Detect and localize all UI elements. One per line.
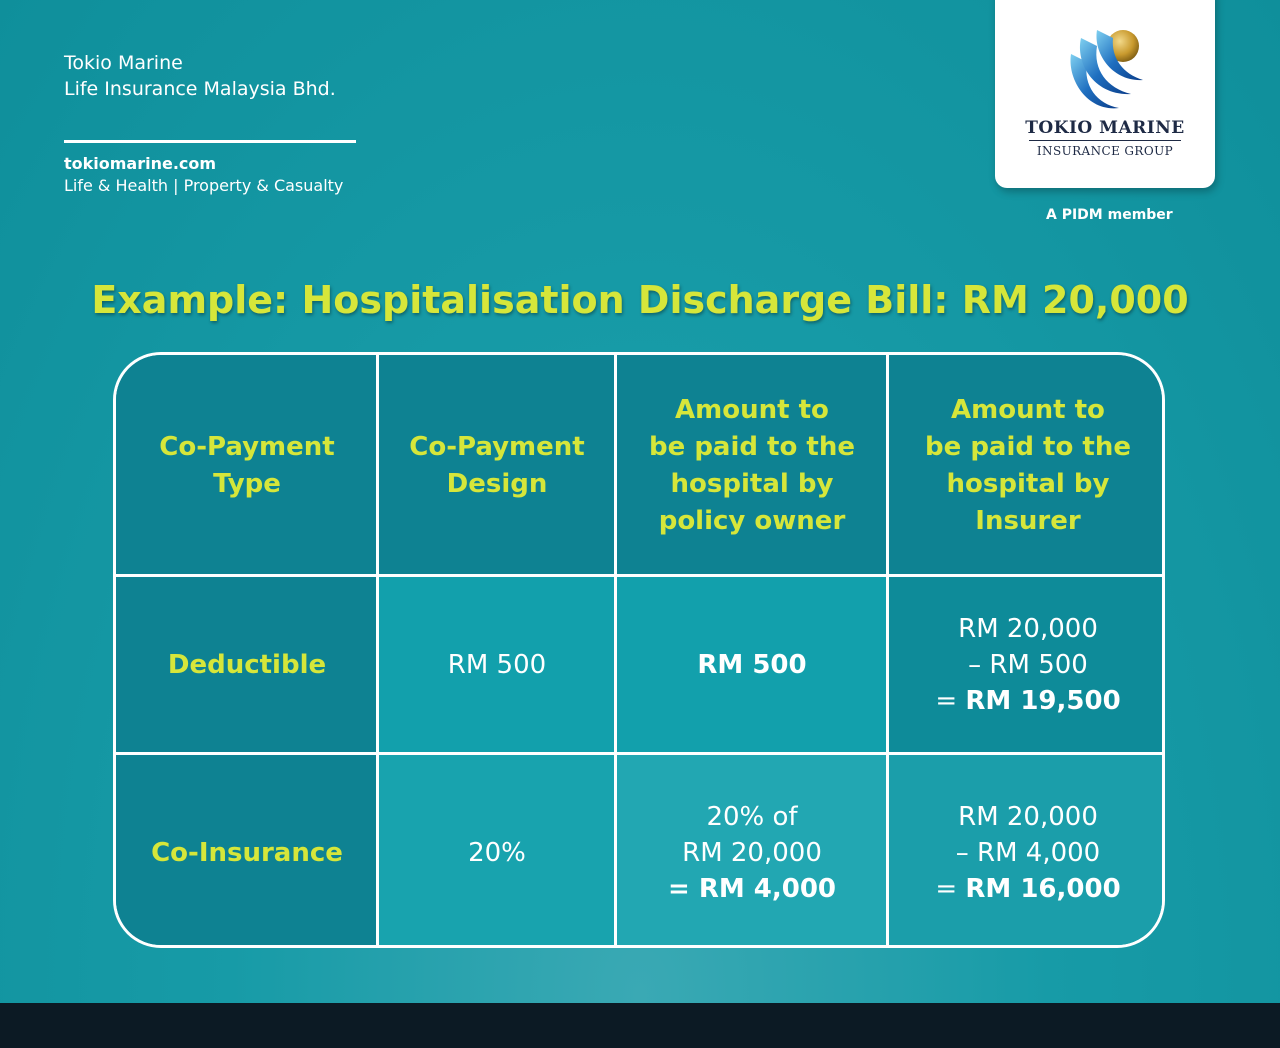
logo-card (995, 0, 1215, 188)
header-amount-insurer (888, 355, 1165, 576)
calc-line: – RM 500 (968, 650, 1088, 680)
website-link[interactable]: tokiomarine.com (64, 154, 217, 173)
co-payment-table (113, 352, 1165, 948)
header-line: Insurer (975, 505, 1081, 536)
equals-sign: = (935, 686, 958, 716)
company-name-line2: Life Insurance Malaysia Bhd. (64, 78, 336, 100)
page-title: Example: Hospitalisation Discharge Bill: RM 20,000 (91, 278, 1189, 322)
header-line: be paid to the (649, 431, 855, 462)
header-line: be paid to the (925, 431, 1131, 462)
header-divider (64, 140, 356, 143)
grid-line (886, 355, 889, 945)
header-co-payment-design (378, 355, 616, 576)
co-insurance-owner-amount (616, 754, 888, 948)
calc-line: RM 20,000 (682, 837, 822, 868)
footer-bar (0, 1003, 1280, 1048)
co-insurance-insurer-amount (888, 754, 1165, 948)
deductible-design: RM 500 (378, 576, 616, 754)
co-insurance-design: 20% (378, 754, 616, 948)
logo-subtitle: INSURANCE GROUP (1036, 144, 1174, 158)
calc-result (935, 683, 1120, 719)
calc-result (935, 871, 1120, 907)
header-line: Type (213, 468, 281, 499)
row-label-co-insurance: Co-Insurance (116, 754, 378, 948)
owner-amount-value: = RM 4,000 (667, 873, 837, 904)
header-amount-policy-owner (616, 355, 888, 576)
tokio-marine-globe-icon (1057, 24, 1153, 116)
pidm-member-label: A PIDM member (1046, 207, 1173, 223)
owner-amount-value: RM 500 (697, 650, 807, 680)
header-line: Co-Payment (409, 431, 585, 462)
calc-line: RM 20,000 (958, 614, 1098, 644)
company-block (64, 50, 336, 102)
company-tagline: Life & Health | Property & Casualty (64, 176, 344, 195)
equals-sign: = (935, 873, 958, 904)
header-line: hospital by (670, 468, 834, 499)
grid-line (376, 355, 379, 945)
grid-line (614, 355, 617, 945)
calc-line: RM 20,000 (958, 801, 1098, 832)
header-line: hospital by (946, 468, 1110, 499)
deductible-owner-amount (616, 576, 888, 754)
insurer-amount-value: RM 19,500 (965, 686, 1121, 716)
deductible-insurer-amount (888, 576, 1165, 754)
grid-line (116, 574, 1162, 577)
header-line: Amount to (951, 394, 1105, 425)
company-name-line1: Tokio Marine (64, 52, 183, 74)
header-line: Co-Payment (159, 431, 335, 462)
logo-wordmark: TOKIO MARINE (1025, 118, 1185, 138)
calc-line: – RM 4,000 (955, 837, 1101, 868)
grid-line (116, 752, 1162, 755)
header-line: policy owner (658, 505, 846, 536)
website-block (64, 153, 343, 197)
header-line: Design (446, 468, 548, 499)
header-co-payment-type (116, 355, 378, 576)
insurer-amount-value: RM 16,000 (965, 873, 1121, 904)
row-label-deductible: Deductible (116, 576, 378, 754)
header-line: Amount to (675, 394, 829, 425)
logo-divider (1029, 140, 1181, 141)
calc-line: 20% of (706, 801, 798, 832)
